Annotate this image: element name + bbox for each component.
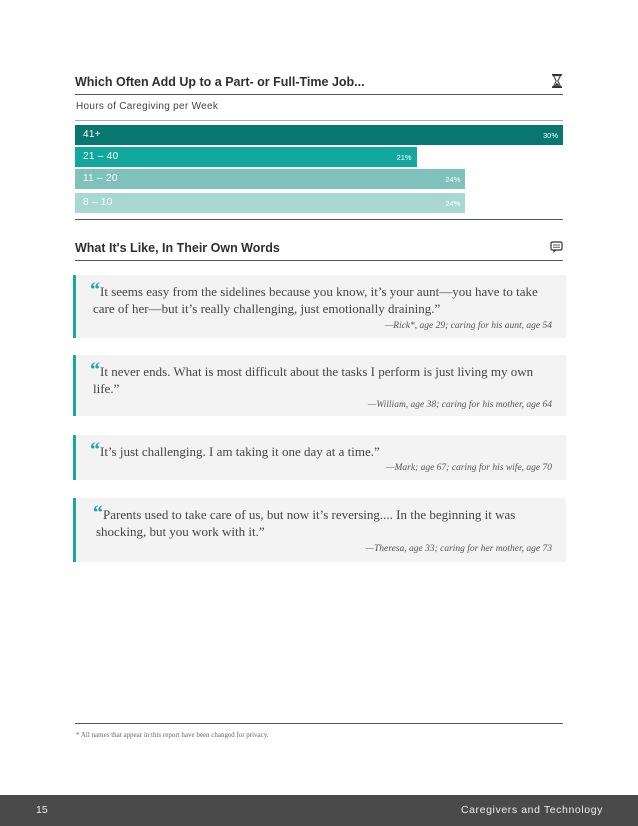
quote-text: It’s just challenging. I am taking it one day at a time.” (100, 444, 380, 459)
speech-bubble-icon (550, 240, 563, 254)
quote-text: Parents used to take care of us, but now it’s reversing.... In the beginning it was shocking, but you work with it.” (96, 507, 516, 539)
quote-text: It seems easy from the sidelines because you know, it’s your aunt—you have to take care of her—but it’s really challenging, just emotionally draining.” (93, 284, 538, 316)
quote-attribution: —William, age 38; caring for his mother, age 64 (367, 400, 552, 410)
quote-attribution: —Mark; age 67; caring for his wife, age 70 (386, 463, 552, 473)
quote-text: It never ends. What is most difficult about the tasks I perform is just living my own life.” (93, 364, 534, 396)
chart-subtitle: Hours of Caregiving per Week (76, 101, 219, 112)
bar-label: 41+ (83, 129, 101, 140)
bar-21-40 (75, 147, 417, 167)
page-footer (0, 795, 638, 826)
bar-8-10 (75, 193, 465, 213)
bar-label: 11 – 20 (83, 173, 118, 184)
quote-mark-icon: “ (90, 439, 100, 461)
bar-value-label: 24% (445, 175, 461, 184)
quote-attribution: —Theresa, age 33; caring for her mother, age 73 (365, 544, 552, 554)
footer-title: Caregivers and Technology (460, 804, 603, 816)
bar-label: 8 – 10 (83, 197, 113, 208)
bar-label: 21 – 40 (83, 151, 119, 162)
quote-card (73, 498, 566, 562)
quote-mark-icon: “ (90, 359, 100, 381)
bar-41-plus (75, 125, 563, 145)
hours-section-title-text: Which Often Add Up to a Part- or Full-Time Job... (75, 75, 365, 89)
quote-mark-icon: “ (90, 279, 100, 301)
quote-card (73, 435, 566, 480)
quote-mark-icon: “ (93, 502, 103, 524)
page-number: 15 (36, 804, 48, 816)
bar-value-label: 24% (445, 199, 461, 208)
hourglass-icon (551, 74, 563, 88)
footnote-divider (75, 723, 563, 724)
hours-section-title (75, 72, 563, 95)
footnote: * All names that appear in this report have been changed for privacy. (76, 731, 269, 739)
quotes-section-title (75, 238, 563, 261)
quote-card (73, 355, 566, 416)
quote-attribution: —Rick*, age 29; caring for his aunt, age 54 (384, 321, 552, 331)
hours-bar-chart (75, 120, 563, 220)
quote-card (73, 275, 566, 338)
bar-11-20 (75, 169, 465, 189)
quotes-section-title-text: What It's Like, In Their Own Words (75, 241, 280, 255)
bar-value-label: 21% (396, 153, 412, 162)
bar-value-label: 30% (542, 131, 558, 140)
